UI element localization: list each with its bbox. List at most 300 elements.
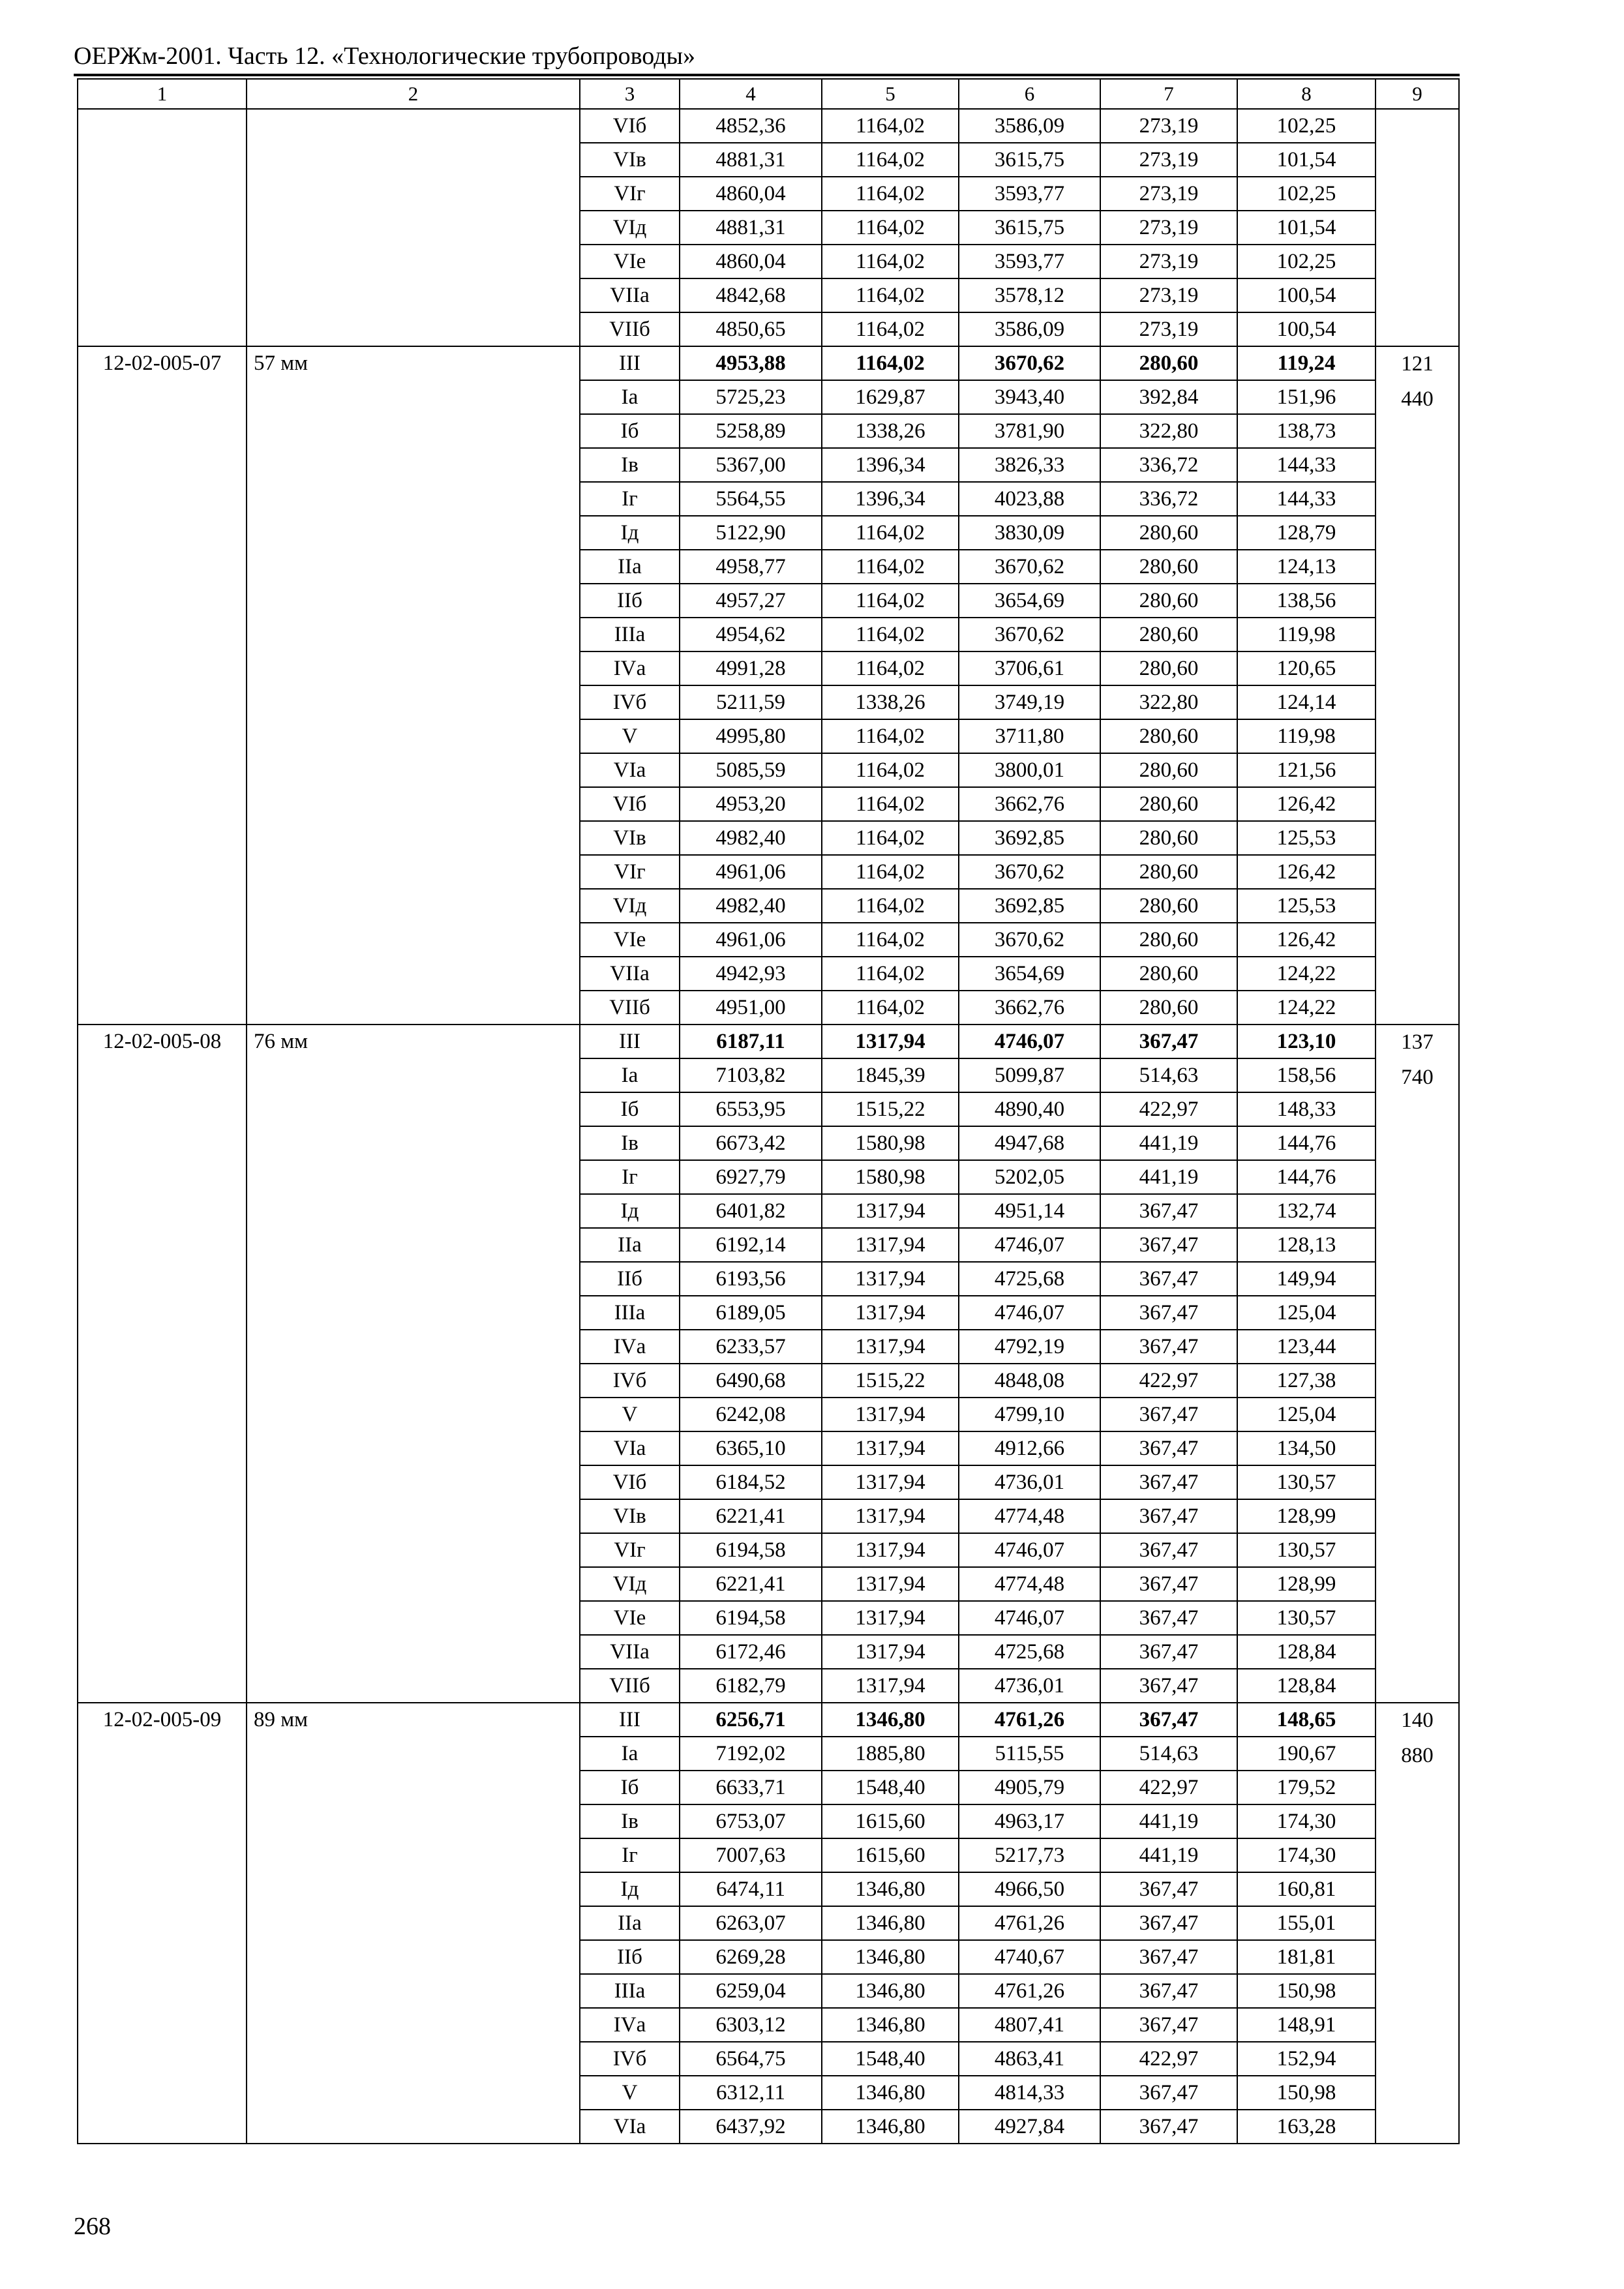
column-9-value: 880	[1401, 1743, 1434, 1767]
value-cell: 1317,94	[822, 1025, 959, 1058]
column-number: 1	[78, 79, 247, 109]
value-cell: 367,47	[1100, 1940, 1237, 1974]
zone-cell: VIIа	[580, 278, 680, 312]
zone-cell: Iб	[580, 1771, 680, 1804]
value-cell: 174,30	[1237, 1804, 1376, 1838]
value-cell: 367,47	[1100, 1635, 1237, 1669]
zone-cell: V	[580, 2076, 680, 2110]
value-cell: 5211,59	[680, 685, 822, 719]
zone-cell: Iб	[580, 414, 680, 448]
value-cell: 422,97	[1100, 1771, 1237, 1804]
value-cell: 6490,68	[680, 1364, 822, 1398]
value-cell: 273,19	[1100, 278, 1237, 312]
value-cell: 158,56	[1237, 1058, 1376, 1092]
zone-cell: VIIб	[580, 1669, 680, 1703]
value-cell: 1317,94	[822, 1635, 959, 1669]
zone-cell: VIб	[580, 1465, 680, 1499]
value-cell: 1346,80	[822, 1940, 959, 1974]
value-cell: 367,47	[1100, 1465, 1237, 1499]
value-cell: 367,47	[1100, 1499, 1237, 1533]
value-cell: 3670,62	[959, 923, 1100, 957]
value-cell: 1164,02	[822, 516, 959, 550]
zone-cell: VIIб	[580, 312, 680, 346]
value-cell: 6474,11	[680, 1872, 822, 1906]
zone-cell: IIа	[580, 1228, 680, 1262]
value-cell: 6269,28	[680, 1940, 822, 1974]
value-cell: 367,47	[1100, 1431, 1237, 1465]
value-cell: 3586,09	[959, 109, 1100, 143]
value-cell: 6233,57	[680, 1330, 822, 1364]
value-cell: 3662,76	[959, 787, 1100, 821]
value-cell: 1338,26	[822, 414, 959, 448]
value-cell: 4746,07	[959, 1601, 1100, 1635]
value-cell: 4961,06	[680, 855, 822, 889]
value-cell: 6365,10	[680, 1431, 822, 1465]
value-cell: 126,42	[1237, 855, 1376, 889]
value-cell: 336,72	[1100, 448, 1237, 482]
value-cell: 4942,93	[680, 957, 822, 991]
value-cell: 124,22	[1237, 957, 1376, 991]
value-cell: 336,72	[1100, 482, 1237, 516]
zone-cell: Iд	[580, 1194, 680, 1228]
value-cell: 4957,27	[680, 584, 822, 618]
value-cell: 4852,36	[680, 109, 822, 143]
resource-name: 89 мм	[247, 1703, 580, 2144]
zone-cell: IVа	[580, 1330, 680, 1364]
value-cell: 144,33	[1237, 482, 1376, 516]
value-cell: 1338,26	[822, 685, 959, 719]
value-cell: 6259,04	[680, 1974, 822, 2008]
zone-cell: IIб	[580, 1262, 680, 1296]
value-cell: 1580,98	[822, 1126, 959, 1160]
zone-cell: VIа	[580, 2110, 680, 2144]
zone-cell: IVа	[580, 651, 680, 685]
value-cell: 280,60	[1100, 923, 1237, 957]
value-cell: 367,47	[1100, 1703, 1237, 1737]
resource-code: 12-02-005-09	[78, 1703, 247, 2144]
value-cell: 280,60	[1100, 957, 1237, 991]
value-cell: 3578,12	[959, 278, 1100, 312]
column-number-row	[78, 79, 1459, 109]
value-cell: 4774,48	[959, 1499, 1100, 1533]
value-cell: 130,57	[1237, 1465, 1376, 1499]
zone-cell: VIд	[580, 211, 680, 245]
value-cell: 1515,22	[822, 1364, 959, 1398]
value-cell: 123,44	[1237, 1330, 1376, 1364]
zone-cell: IIб	[580, 584, 680, 618]
table-row	[78, 1703, 1459, 1737]
value-cell: 148,65	[1237, 1703, 1376, 1737]
value-cell: 4814,33	[959, 2076, 1100, 2110]
value-cell: 1346,80	[822, 1974, 959, 2008]
value-cell: 130,57	[1237, 1533, 1376, 1567]
value-cell: 4860,04	[680, 177, 822, 211]
value-cell: 4881,31	[680, 211, 822, 245]
zone-cell: VIг	[580, 855, 680, 889]
value-cell: 150,98	[1237, 1974, 1376, 2008]
value-cell: 124,13	[1237, 550, 1376, 584]
value-cell: 6303,12	[680, 2008, 822, 2042]
column-9-value: 140	[1401, 1709, 1434, 1732]
value-cell: 1396,34	[822, 482, 959, 516]
value-cell: 144,33	[1237, 448, 1376, 482]
value-cell: 441,19	[1100, 1838, 1237, 1872]
value-cell: 4799,10	[959, 1398, 1100, 1431]
zone-cell: VIе	[580, 923, 680, 957]
value-cell: 367,47	[1100, 1906, 1237, 1940]
zone-cell: V	[580, 719, 680, 753]
zone-cell: Iа	[580, 380, 680, 414]
resource-code	[78, 109, 247, 346]
value-cell: 367,47	[1100, 1974, 1237, 2008]
column-9-value: 740	[1401, 1065, 1434, 1089]
value-cell: 120,65	[1237, 651, 1376, 685]
value-cell: 119,98	[1237, 719, 1376, 753]
zone-cell: IIа	[580, 1906, 680, 1940]
value-cell: 3670,62	[959, 550, 1100, 584]
value-cell: 1629,87	[822, 380, 959, 414]
value-cell: 150,98	[1237, 2076, 1376, 2110]
value-cell: 125,53	[1237, 821, 1376, 855]
value-cell: 4725,68	[959, 1262, 1100, 1296]
value-cell: 1164,02	[822, 618, 959, 651]
value-cell: 6633,71	[680, 1771, 822, 1804]
value-cell: 1164,02	[822, 991, 959, 1025]
value-cell: 128,84	[1237, 1669, 1376, 1703]
column-number: 6	[959, 79, 1100, 109]
value-cell: 6753,07	[680, 1804, 822, 1838]
value-cell: 7103,82	[680, 1058, 822, 1092]
zone-cell: III	[580, 1025, 680, 1058]
value-cell: 102,25	[1237, 177, 1376, 211]
value-cell: 3706,61	[959, 651, 1100, 685]
value-cell: 1396,34	[822, 448, 959, 482]
zone-cell: IIIа	[580, 618, 680, 651]
value-cell: 3615,75	[959, 143, 1100, 177]
value-cell: 3692,85	[959, 889, 1100, 923]
value-cell: 1317,94	[822, 1194, 959, 1228]
value-cell: 1346,80	[822, 2008, 959, 2042]
value-cell: 3670,62	[959, 346, 1100, 380]
value-cell: 181,81	[1237, 1940, 1376, 1974]
value-cell: 4966,50	[959, 1872, 1100, 1906]
value-cell: 4761,26	[959, 1906, 1100, 1940]
value-cell: 1317,94	[822, 1296, 959, 1330]
value-cell: 1580,98	[822, 1160, 959, 1194]
value-cell: 3662,76	[959, 991, 1100, 1025]
value-cell: 6401,82	[680, 1194, 822, 1228]
zone-cell: IIIа	[580, 1296, 680, 1330]
value-cell: 1317,94	[822, 1601, 959, 1635]
value-cell: 367,47	[1100, 1601, 1237, 1635]
value-cell: 124,14	[1237, 685, 1376, 719]
value-cell: 367,47	[1100, 1025, 1237, 1058]
zone-cell: Iг	[580, 482, 680, 516]
value-cell: 3800,01	[959, 753, 1100, 787]
value-cell: 124,22	[1237, 991, 1376, 1025]
value-cell: 5085,59	[680, 753, 822, 787]
value-cell: 1164,02	[822, 312, 959, 346]
value-cell: 1164,02	[822, 143, 959, 177]
value-cell: 367,47	[1100, 1567, 1237, 1601]
zone-cell: Iв	[580, 1126, 680, 1160]
zone-cell: VIг	[580, 1533, 680, 1567]
value-cell: 3654,69	[959, 957, 1100, 991]
value-cell: 3670,62	[959, 855, 1100, 889]
value-cell: 4736,01	[959, 1465, 1100, 1499]
value-cell: 1164,02	[822, 821, 959, 855]
value-cell: 119,98	[1237, 618, 1376, 651]
value-cell: 101,54	[1237, 143, 1376, 177]
zone-cell: IVб	[580, 685, 680, 719]
resource-code: 12-02-005-08	[78, 1025, 247, 1703]
value-cell: 1164,02	[822, 753, 959, 787]
value-cell: 280,60	[1100, 719, 1237, 753]
value-cell: 138,73	[1237, 414, 1376, 448]
value-cell: 3692,85	[959, 821, 1100, 855]
value-cell: 1548,40	[822, 1771, 959, 1804]
value-cell: 280,60	[1100, 550, 1237, 584]
value-cell: 7007,63	[680, 1838, 822, 1872]
value-cell: 4736,01	[959, 1669, 1100, 1703]
value-cell: 5725,23	[680, 380, 822, 414]
page-number: 268	[74, 2213, 111, 2240]
value-cell: 4761,26	[959, 1703, 1100, 1737]
zone-cell: Iд	[580, 1872, 680, 1906]
column-number: 9	[1376, 79, 1459, 109]
zone-cell: IVб	[580, 2042, 680, 2076]
value-cell: 1515,22	[822, 1092, 959, 1126]
value-cell: 101,54	[1237, 211, 1376, 245]
value-cell: 4927,84	[959, 2110, 1100, 2144]
value-cell: 422,97	[1100, 2042, 1237, 2076]
value-cell: 367,47	[1100, 1228, 1237, 1262]
value-cell: 128,99	[1237, 1499, 1376, 1533]
value-cell: 1615,60	[822, 1838, 959, 1872]
zone-cell: VIа	[580, 1431, 680, 1465]
value-cell: 4890,40	[959, 1092, 1100, 1126]
value-cell: 4848,08	[959, 1364, 1100, 1398]
value-cell: 3670,62	[959, 618, 1100, 651]
value-cell: 1317,94	[822, 1533, 959, 1567]
value-cell: 6927,79	[680, 1160, 822, 1194]
resource-name	[247, 109, 580, 346]
value-cell: 125,04	[1237, 1398, 1376, 1431]
value-cell: 6172,46	[680, 1635, 822, 1669]
value-cell: 1346,80	[822, 1872, 959, 1906]
value-cell: 273,19	[1100, 245, 1237, 278]
value-cell: 1317,94	[822, 1567, 959, 1601]
zone-cell: VIд	[580, 1567, 680, 1601]
resource-name: 76 мм	[247, 1025, 580, 1703]
value-cell: 514,63	[1100, 1058, 1237, 1092]
zone-cell: Iб	[580, 1092, 680, 1126]
value-cell: 149,94	[1237, 1262, 1376, 1296]
zone-cell: VIв	[580, 1499, 680, 1533]
column-9-cell	[1376, 346, 1459, 1025]
value-cell: 322,80	[1100, 685, 1237, 719]
value-cell: 4842,68	[680, 278, 822, 312]
value-cell: 119,24	[1237, 346, 1376, 380]
table-row	[78, 109, 1459, 143]
zone-cell: VIв	[580, 821, 680, 855]
value-cell: 4746,07	[959, 1296, 1100, 1330]
value-cell: 4961,06	[680, 923, 822, 957]
value-cell: 441,19	[1100, 1160, 1237, 1194]
value-cell: 273,19	[1100, 211, 1237, 245]
value-cell: 4746,07	[959, 1533, 1100, 1567]
value-cell: 280,60	[1100, 855, 1237, 889]
value-cell: 5217,73	[959, 1838, 1100, 1872]
page-header: ОЕРЖм-2001. Часть 12. «Технологические трубопроводы»	[74, 42, 696, 70]
value-cell: 6194,58	[680, 1533, 822, 1567]
column-9-cell	[1376, 1025, 1459, 1703]
value-cell: 174,30	[1237, 1838, 1376, 1872]
value-cell: 1164,02	[822, 177, 959, 211]
column-number: 3	[580, 79, 680, 109]
value-cell: 280,60	[1100, 516, 1237, 550]
value-cell: 5564,55	[680, 482, 822, 516]
value-cell: 3830,09	[959, 516, 1100, 550]
value-cell: 4807,41	[959, 2008, 1100, 2042]
value-cell: 6312,11	[680, 2076, 822, 2110]
value-cell: 144,76	[1237, 1160, 1376, 1194]
value-cell: 441,19	[1100, 1804, 1237, 1838]
value-cell: 3593,77	[959, 177, 1100, 211]
value-cell: 4860,04	[680, 245, 822, 278]
value-cell: 1164,02	[822, 245, 959, 278]
value-cell: 280,60	[1100, 618, 1237, 651]
zone-cell: Iд	[580, 516, 680, 550]
value-cell: 4951,14	[959, 1194, 1100, 1228]
zone-cell: VIг	[580, 177, 680, 211]
value-cell: 1164,02	[822, 787, 959, 821]
value-cell: 280,60	[1100, 787, 1237, 821]
zone-cell: Iв	[580, 1804, 680, 1838]
value-cell: 5115,55	[959, 1737, 1100, 1771]
value-cell: 128,13	[1237, 1228, 1376, 1262]
value-cell: 6189,05	[680, 1296, 822, 1330]
column-number: 4	[680, 79, 822, 109]
value-cell: 7192,02	[680, 1737, 822, 1771]
value-cell: 1164,02	[822, 211, 959, 245]
value-cell: 1164,02	[822, 855, 959, 889]
value-cell: 367,47	[1100, 1330, 1237, 1364]
value-cell: 1164,02	[822, 584, 959, 618]
value-cell: 4991,28	[680, 651, 822, 685]
value-cell: 4912,66	[959, 1431, 1100, 1465]
value-cell: 155,01	[1237, 1906, 1376, 1940]
value-cell: 144,76	[1237, 1126, 1376, 1160]
value-cell: 130,57	[1237, 1601, 1376, 1635]
value-cell: 367,47	[1100, 1872, 1237, 1906]
value-cell: 125,04	[1237, 1296, 1376, 1330]
column-number: 5	[822, 79, 959, 109]
value-cell: 179,52	[1237, 1771, 1376, 1804]
value-cell: 3943,40	[959, 380, 1100, 414]
value-cell: 367,47	[1100, 1533, 1237, 1567]
zone-cell: VIе	[580, 245, 680, 278]
value-cell: 148,91	[1237, 2008, 1376, 2042]
zone-cell: VIIа	[580, 957, 680, 991]
value-cell: 3826,33	[959, 448, 1100, 482]
table-body	[78, 79, 1459, 2144]
value-cell: 3654,69	[959, 584, 1100, 618]
value-cell: 5258,89	[680, 414, 822, 448]
value-cell: 322,80	[1100, 414, 1237, 448]
value-cell: 1346,80	[822, 1703, 959, 1737]
value-cell: 6193,56	[680, 1262, 822, 1296]
value-cell: 273,19	[1100, 143, 1237, 177]
value-cell: 1317,94	[822, 1669, 959, 1703]
value-cell: 102,25	[1237, 109, 1376, 143]
value-cell: 5367,00	[680, 448, 822, 482]
value-cell: 4982,40	[680, 889, 822, 923]
value-cell: 280,60	[1100, 991, 1237, 1025]
value-cell: 3711,80	[959, 719, 1100, 753]
zone-cell: V	[580, 1398, 680, 1431]
value-cell: 1164,02	[822, 550, 959, 584]
value-cell: 6187,11	[680, 1025, 822, 1058]
value-cell: 128,84	[1237, 1635, 1376, 1669]
value-cell: 4023,88	[959, 482, 1100, 516]
column-9-value: 137	[1401, 1030, 1434, 1054]
value-cell: 273,19	[1100, 177, 1237, 211]
value-cell: 128,99	[1237, 1567, 1376, 1601]
zone-cell: VIд	[580, 889, 680, 923]
value-cell: 132,74	[1237, 1194, 1376, 1228]
value-cell: 151,96	[1237, 380, 1376, 414]
value-cell: 1164,02	[822, 957, 959, 991]
value-cell: 4963,17	[959, 1804, 1100, 1838]
zone-cell: III	[580, 1703, 680, 1737]
value-cell: 3615,75	[959, 211, 1100, 245]
value-cell: 4746,07	[959, 1025, 1100, 1058]
value-cell: 4725,68	[959, 1635, 1100, 1669]
zone-cell: VIIб	[580, 991, 680, 1025]
value-cell: 3593,77	[959, 245, 1100, 278]
value-cell: 6194,58	[680, 1601, 822, 1635]
value-cell: 1317,94	[822, 1499, 959, 1533]
value-cell: 4792,19	[959, 1330, 1100, 1364]
value-cell: 1317,94	[822, 1465, 959, 1499]
value-cell: 280,60	[1100, 346, 1237, 380]
value-cell: 4953,88	[680, 346, 822, 380]
resource-code: 12-02-005-07	[78, 346, 247, 1025]
value-cell: 1346,80	[822, 2076, 959, 2110]
value-cell: 4881,31	[680, 143, 822, 177]
value-cell: 280,60	[1100, 889, 1237, 923]
value-cell: 367,47	[1100, 1669, 1237, 1703]
value-cell: 1317,94	[822, 1431, 959, 1465]
value-cell: 3781,90	[959, 414, 1100, 448]
zone-cell: Iг	[580, 1160, 680, 1194]
column-9-cell	[1376, 1703, 1459, 2144]
value-cell: 4863,41	[959, 2042, 1100, 2076]
value-cell: 4982,40	[680, 821, 822, 855]
value-cell: 148,33	[1237, 1092, 1376, 1126]
column-number: 7	[1100, 79, 1237, 109]
value-cell: 367,47	[1100, 1398, 1237, 1431]
value-cell: 1548,40	[822, 2042, 959, 2076]
value-cell: 1164,02	[822, 109, 959, 143]
value-cell: 138,56	[1237, 584, 1376, 618]
zone-cell: VIе	[580, 1601, 680, 1635]
value-cell: 367,47	[1100, 2008, 1237, 2042]
value-cell: 190,67	[1237, 1737, 1376, 1771]
value-cell: 4850,65	[680, 312, 822, 346]
value-cell: 1164,02	[822, 651, 959, 685]
